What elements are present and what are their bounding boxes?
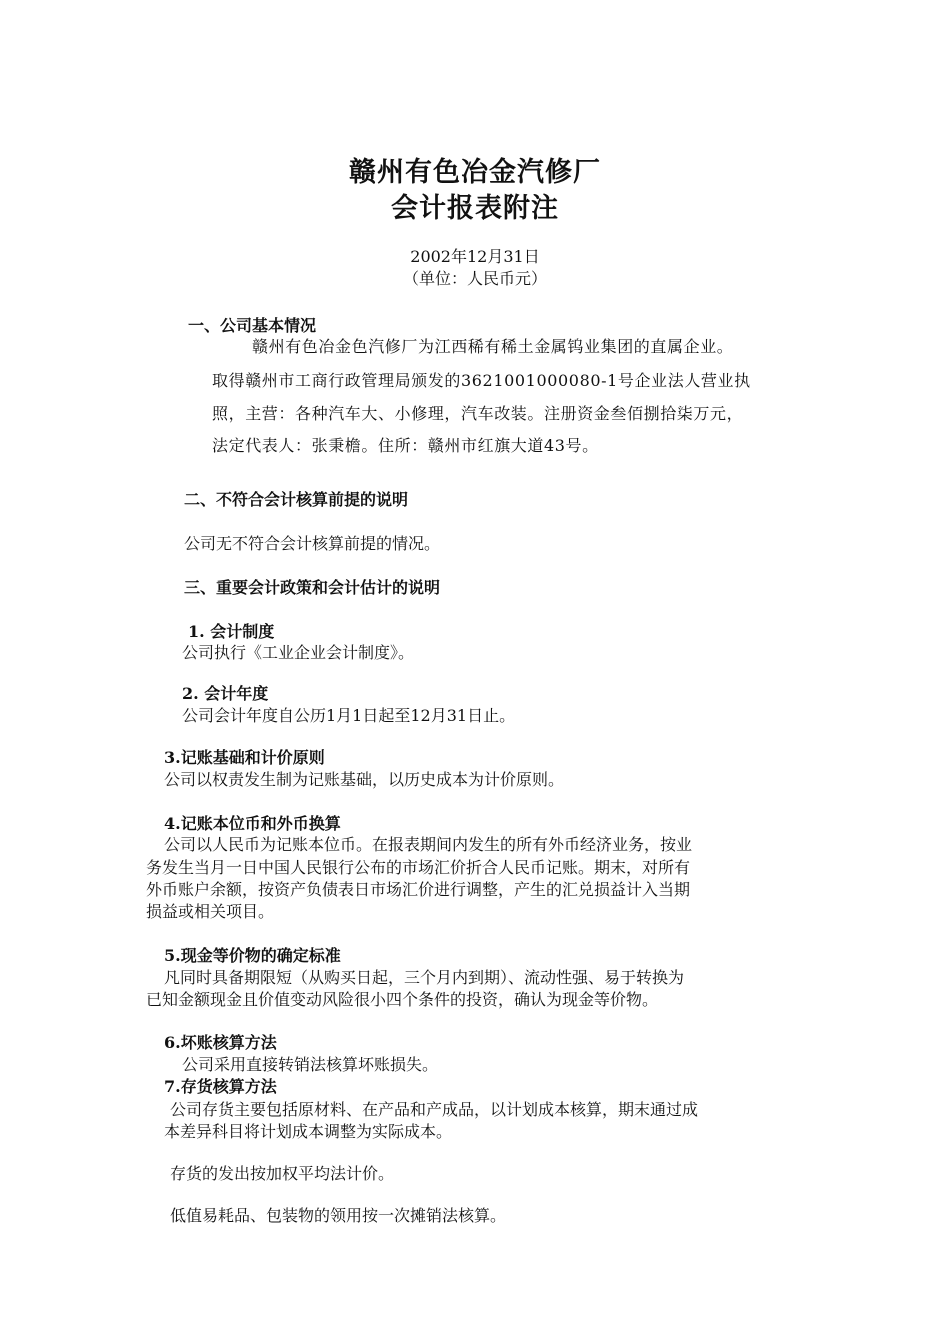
paragraph-line: 低值易耗品、包装物的领用按一次摊销法核算。 [170,1206,507,1225]
paragraph-line: 公司以人民币为记账本位币。在报表期间内发生的所有外币经济业务，按业 [164,835,693,854]
paragraph-line: 务发生当月一日中国人民银行公布的市场汇价折合人民币记账。期末，对所有 [146,858,691,877]
paragraph-line: 取得赣州市工商行政管理局颁发的3621001000080-1号企业法人营业执 [212,371,751,390]
section-heading-accounting-policies: 三、重要会计政策和会计估计的说明 [184,578,441,597]
paragraph-line: 损益或相关项目。 [146,902,275,921]
report-date: 2002年12月31日 [410,247,540,266]
paragraph-line: 照，主营：各种汽车大、小修理，汽车改装。注册资金叁佰捌拾柒万元， [212,404,744,423]
subsection-heading-fiscal-year: 2. 会计年度 [182,684,269,703]
paragraph-line: 存货的发出按加权平均法计价。 [170,1164,395,1183]
paragraph-line: 公司采用直接转销法核算坏账损失。 [182,1055,439,1074]
document-title-line1: 赣州有色冶金汽修厂 [349,157,601,188]
paragraph-line: 公司无不符合会计核算前提的情况。 [184,534,441,553]
paragraph-line: 公司执行《工业企业会计制度》。 [182,643,415,662]
currency-unit: （单位：人民币元） [402,269,547,288]
paragraph-line: 赣州有色冶金色汽修厂为江西稀有稀土金属钨业集团的直属企业。 [252,337,734,356]
paragraph-line: 本差异科目将计划成本调整为实际成本。 [164,1122,453,1141]
paragraph-line: 外币账户余额，按资产负债表日市场汇价进行调整，产生的汇兑损益计入当期 [146,880,691,899]
paragraph-line: 法定代表人：张秉檐。住所：赣州市红旗大道43号。 [212,436,599,455]
paragraph-line: 凡同时具备期限短（从购买日起，三个月内到期）、流动性强、易于转换为 [164,968,685,987]
section-heading-accounting-premise: 二、不符合会计核算前提的说明 [184,490,409,509]
document-title-line2: 会计报表附注 [391,193,559,224]
subsection-heading-currency: 4.记账本位币和外币换算 [164,814,341,833]
subsection-heading-cash-equivalents: 5.现金等价物的确定标准 [164,946,341,965]
subsection-heading-accounting-basis: 3.记账基础和计价原则 [164,748,325,767]
paragraph-line: 公司以权责发生制为记账基础，以历史成本为计价原则。 [164,770,565,789]
paragraph-line: 公司会计年度自公历1月1日起至12月31日止。 [182,706,516,725]
subsection-heading-inventory: 7.存货核算方法 [164,1077,277,1096]
paragraph-line: 已知金额现金且价值变动风险很小四个条件的投资，确认为现金等价物。 [146,990,659,1009]
paragraph-line: 公司存货主要包括原材料、在产品和产成品，以计划成本核算，期末通过成 [170,1100,699,1119]
subsection-heading-accounting-system: 1. 会计制度 [188,622,275,641]
section-heading-company-overview: 一、公司基本情况 [188,316,317,335]
subsection-heading-bad-debts: 6.坏账核算方法 [164,1033,277,1052]
